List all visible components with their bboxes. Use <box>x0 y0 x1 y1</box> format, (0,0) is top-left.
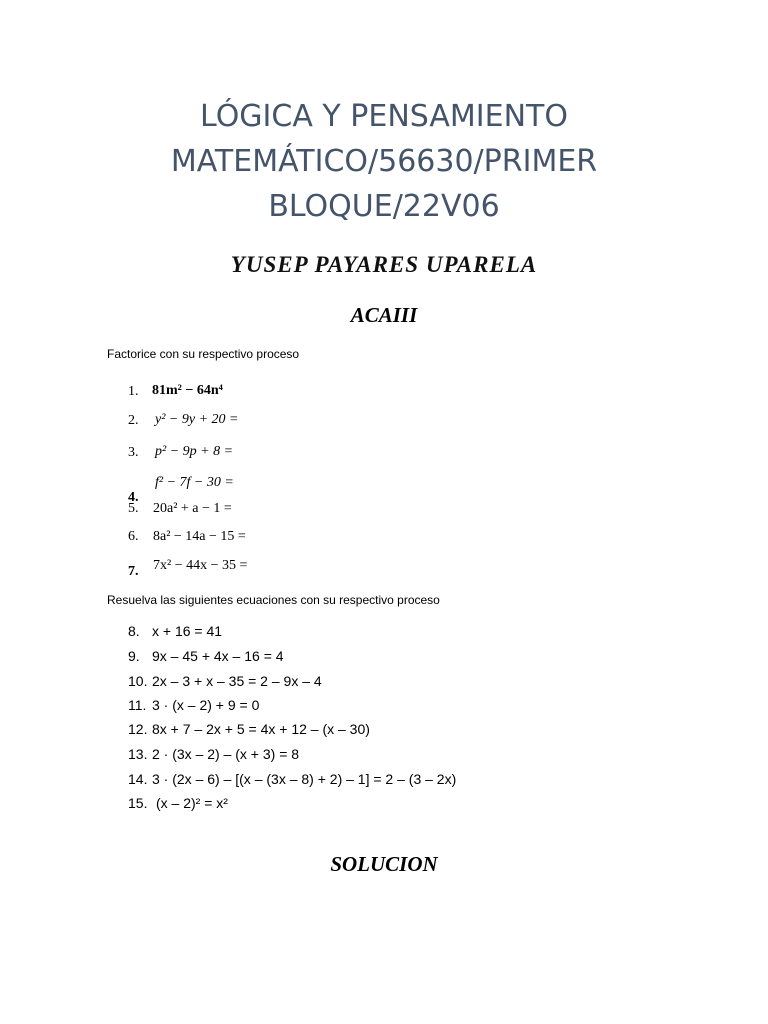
factor-item-expression: 7x² − 44x − 35 = <box>153 558 248 573</box>
equation-number: 14. <box>128 771 148 787</box>
equation-item <box>128 721 370 737</box>
equation-number: 11. <box>128 697 147 713</box>
activity-heading: ACAIII <box>350 303 418 327</box>
equation-item <box>128 623 222 639</box>
title-line-3: BLOQUE/22V06 <box>268 189 500 224</box>
equation-item <box>128 746 299 762</box>
factor-item-number: 7. <box>128 564 139 579</box>
equation-number: 9. <box>128 648 140 664</box>
factor-instruction: Factorice con su respectivo proceso <box>107 347 300 361</box>
equation-number: 12. <box>128 721 148 737</box>
factor-item-number: 4. <box>128 490 139 505</box>
factor-item-number: 5. <box>128 501 139 516</box>
factor-item-expression: 81m² − 64n⁴ <box>152 383 223 398</box>
equation-expression: 2x – 3 + x – 35 = 2 – 9x – 4 <box>152 673 322 689</box>
solution-heading: SOLUCION <box>330 852 438 876</box>
equation-number: 10. <box>128 673 148 689</box>
title-line-1: LÓGICA Y PENSAMIENTO <box>200 99 568 134</box>
factor-item-number: 1. <box>128 384 139 399</box>
equation-expression: 3 · (x – 2) + 9 = 0 <box>152 697 260 713</box>
equation-expression: 2 · (3x – 2) – (x + 3) = 8 <box>152 746 300 762</box>
equation-number: 13. <box>128 746 148 762</box>
equation-expression: x + 16 = 41 <box>152 623 223 639</box>
equation-instruction: Resuelva las siguientes ecuaciones con su respectivo proceso <box>107 593 440 607</box>
title-line-2: MATEMÁTICO/56630/PRIMER <box>170 144 598 179</box>
factor-item-number: 6. <box>128 529 139 544</box>
factor-item-expression: p² − 9p + 8 = <box>155 444 234 459</box>
author-name: YUSEP PAYARES UPARELA <box>230 252 538 277</box>
factor-item-expression: 20a² + a − 1 = <box>153 501 232 516</box>
equation-item <box>128 648 284 664</box>
factor-item-number: 2. <box>128 413 139 428</box>
equation-expression: (x – 2)² = x² <box>156 795 228 811</box>
equation-expression: 3 · (2x – 6) – [(x – (3x – 8) + 2) – 1] = 2 – (3 – 2x) <box>152 771 457 787</box>
equation-expression: 8x + 7 – 2x + 5 = 4x + 12 – (x – 30) <box>152 721 370 737</box>
equation-number: 8. <box>128 623 140 639</box>
equation-expression: 9x – 45 + 4x – 16 = 4 <box>152 648 284 664</box>
document-title <box>0 94 768 229</box>
factor-item-expression: 8a² − 14a − 15 = <box>153 529 246 544</box>
equation-item <box>128 697 259 713</box>
factor-item-expression: f² − 7f − 30 = <box>155 475 234 490</box>
equation-item <box>128 771 456 787</box>
equation-item <box>128 673 322 689</box>
equation-number: 15. <box>128 795 148 811</box>
factor-item-number: 3. <box>128 445 139 460</box>
factor-item-expression: y² − 9y + 20 = <box>155 412 239 427</box>
equation-item <box>128 795 228 811</box>
